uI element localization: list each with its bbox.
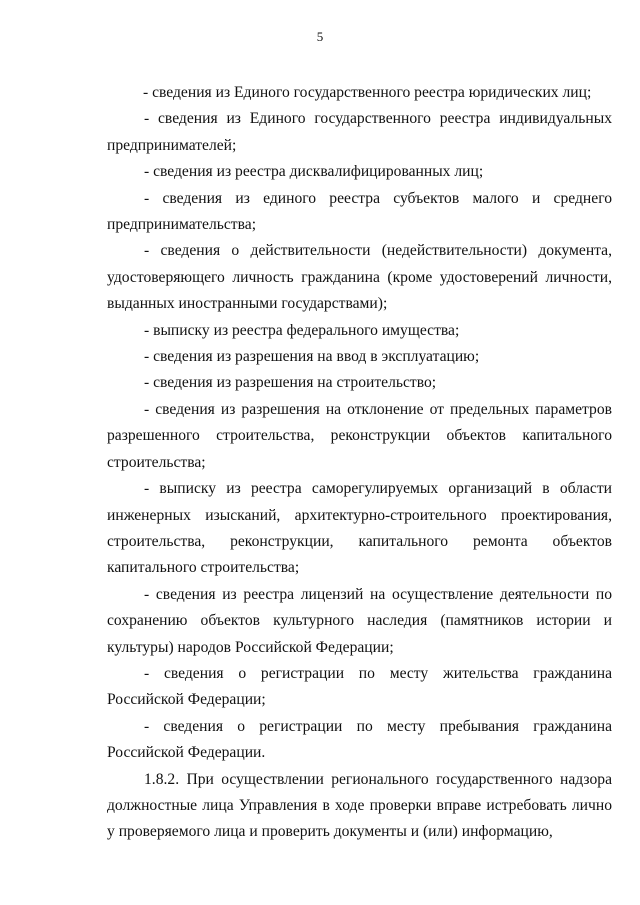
paragraph-sme-registry: - сведения из единого реестра субъектов малого и среднего предпринимательства;: [107, 189, 612, 234]
paragraph-federal-property: - выписку из реестра федерального имущества;: [144, 321, 460, 339]
document-body: [107, 80, 612, 846]
paragraph-construction-permit: - сведения из разрешения на строительство;: [144, 374, 437, 392]
paragraph-heritage-licenses: - сведения из реестра лицензий на осуществление деятельности по сохранению объектов культурного наследия (памятников истории и культуры) народов Российской Федерации;: [107, 585, 612, 656]
paragraph-residence-registration: - сведения о регистрации по месту жительства гражданина Российской Федерации;: [107, 664, 612, 709]
paragraph-stay-registration: - сведения о регистрации по месту пребывания гражданина Российской Федерации.: [107, 717, 612, 762]
paragraph-commissioning-permit: - сведения из разрешения на ввод в эксплуатацию;: [144, 348, 480, 366]
paragraph-deviation-permit: - сведения из разрешения на отклонение от предельных параметров разрешенного строительства, реконструкции объектов капитального строительства;: [107, 400, 612, 471]
paragraph-sro-registry: - выписку из реестра саморегулируемых организаций в области инженерных изысканий, архитектурно-строительного проектирования, строительства, реконструкции, капитального ремонта объектов капитального строительства;: [107, 480, 612, 577]
paragraph-egrip: - сведения из Единого государственного реестра индивидуальных предпринимателей;: [107, 110, 612, 154]
paragraph-disqualified: - сведения из реестра дисквалифицированных лиц;: [144, 163, 484, 181]
paragraph-id-validity: - сведения о действительности (недействительности) документа, удостоверяющего личность гражданина (кроме удостоверений личности, выданных иностранными государствами);: [107, 242, 612, 313]
page-number: 5: [316, 29, 324, 44]
paragraph-1-8-2: 1.8.2. При осуществлении регионального государственного надзора должностные лица Управления в ходе проверки вправе истребовать лично у проверяемого лица и проверить документы и (или) информацию,: [107, 770, 612, 841]
paragraph-egrul: - сведения из Единого государственного реестра юридических лиц;: [143, 84, 592, 101]
